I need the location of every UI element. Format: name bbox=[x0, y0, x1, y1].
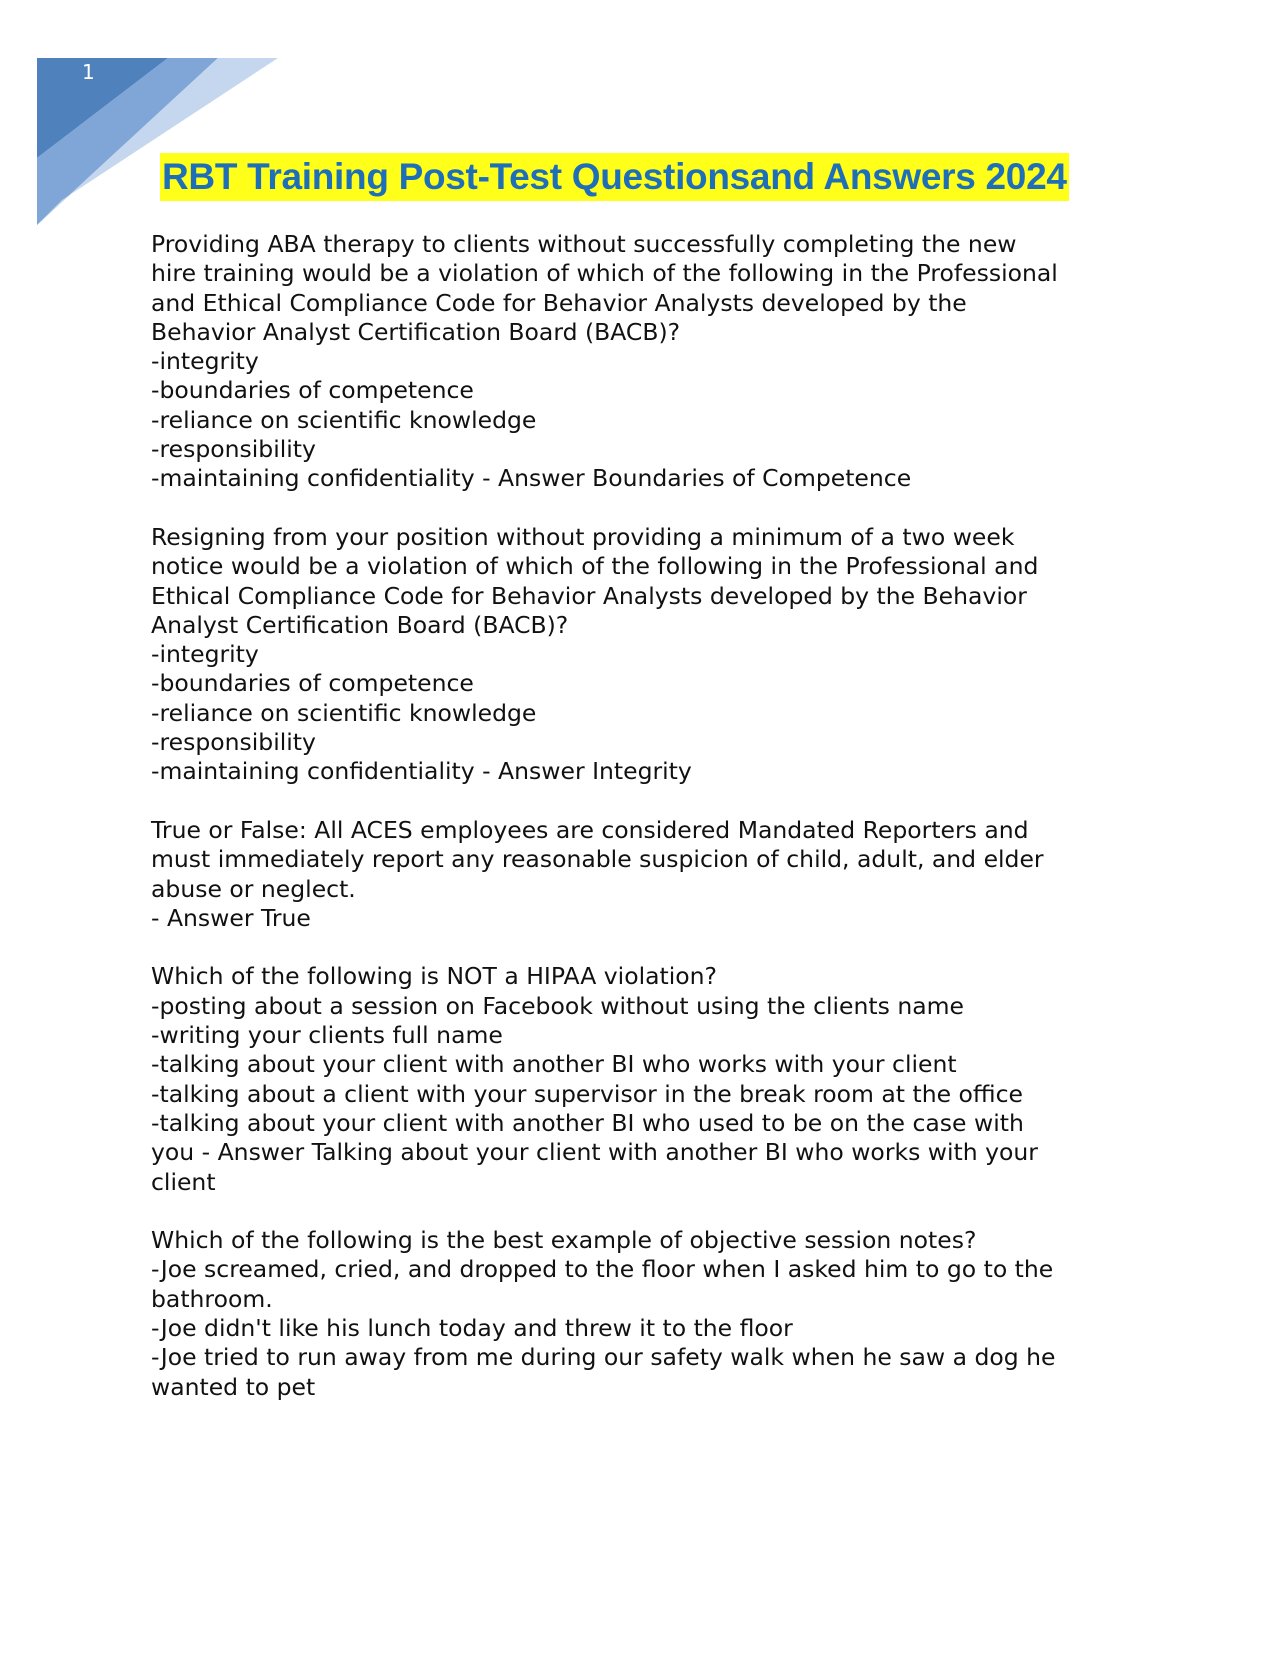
option-line: -talking about your client with another BI who works with your client bbox=[151, 1050, 957, 1079]
question-block bbox=[151, 962, 1141, 1196]
option-line: -posting about a session on Facebook without using the clients name bbox=[151, 991, 964, 1020]
option-line: wanted to pet bbox=[151, 1372, 316, 1401]
answer-line: you - Answer Talking about your client with another BI who works with your bbox=[151, 1138, 1038, 1167]
option-line: -responsibility bbox=[151, 435, 316, 464]
question-block bbox=[151, 230, 1141, 494]
page-title: RBT Training Post-Test Questionsand Answers 2024 bbox=[160, 153, 1069, 201]
answer-line: client bbox=[151, 1167, 216, 1196]
option-line: -integrity bbox=[151, 640, 259, 669]
option-line: -reliance on scientific knowledge bbox=[151, 698, 537, 727]
option-line: -responsibility bbox=[151, 728, 316, 757]
option-line: -Joe didn't like his lunch today and threw it to the floor bbox=[151, 1313, 793, 1342]
text-line: True or False: All ACES employees are considered Mandated Reporters and bbox=[151, 815, 1029, 844]
option-line: -talking about your client with another BI who used to be on the case with bbox=[151, 1108, 1024, 1137]
page-number: 1 bbox=[82, 60, 95, 84]
option-line: -integrity bbox=[151, 347, 259, 376]
answer-line: -maintaining confidentiality - Answer Boundaries of Competence bbox=[151, 464, 912, 493]
option-line: -boundaries of competence bbox=[151, 376, 474, 405]
text-line: must immediately report any reasonable suspicion of child, adult, and elder bbox=[151, 845, 1044, 874]
text-line: Resigning from your position without providing a minimum of a two week bbox=[151, 522, 1015, 551]
option-line: -talking about a client with your supervisor in the break room at the office bbox=[151, 1079, 1023, 1108]
text-line: hire training would be a violation of which of the following in the Professional bbox=[151, 259, 1058, 288]
question-block bbox=[151, 816, 1141, 933]
text-line: and Ethical Compliance Code for Behavior Analysts developed by the bbox=[151, 288, 967, 317]
option-line: -reliance on scientific knowledge bbox=[151, 405, 537, 434]
text-line: Providing ABA therapy to clients without successfully completing the new bbox=[151, 230, 1017, 258]
text-line: Analyst Certification Board (BACB)? bbox=[151, 610, 569, 639]
option-line: -boundaries of competence bbox=[151, 669, 474, 698]
text-line: Behavior Analyst Certification Board (BACB)? bbox=[151, 317, 681, 346]
corner-decoration bbox=[0, 0, 300, 240]
answer-line: - Answer True bbox=[151, 903, 311, 932]
question-block bbox=[151, 1226, 1141, 1402]
document-body bbox=[151, 230, 1141, 1431]
text-line: abuse or neglect. bbox=[151, 874, 356, 903]
text-line: Ethical Compliance Code for Behavior Analysts developed by the Behavior bbox=[151, 581, 1027, 610]
option-line: bathroom. bbox=[151, 1284, 273, 1313]
text-line: Which of the following is the best example of objective session notes? bbox=[151, 1226, 977, 1255]
option-line: -writing your clients full name bbox=[151, 1021, 503, 1050]
text-line: Which of the following is NOT a HIPAA violation? bbox=[151, 962, 718, 991]
answer-line: -maintaining confidentiality - Answer Integrity bbox=[151, 757, 692, 786]
option-line: -Joe tried to run away from me during our safety walk when he saw a dog he bbox=[151, 1343, 1056, 1372]
option-line: -Joe screamed, cried, and dropped to the floor when I asked him to go to the bbox=[151, 1255, 1054, 1284]
question-block bbox=[151, 523, 1141, 787]
text-line: notice would be a violation of which of the following in the Professional and bbox=[151, 552, 1039, 581]
